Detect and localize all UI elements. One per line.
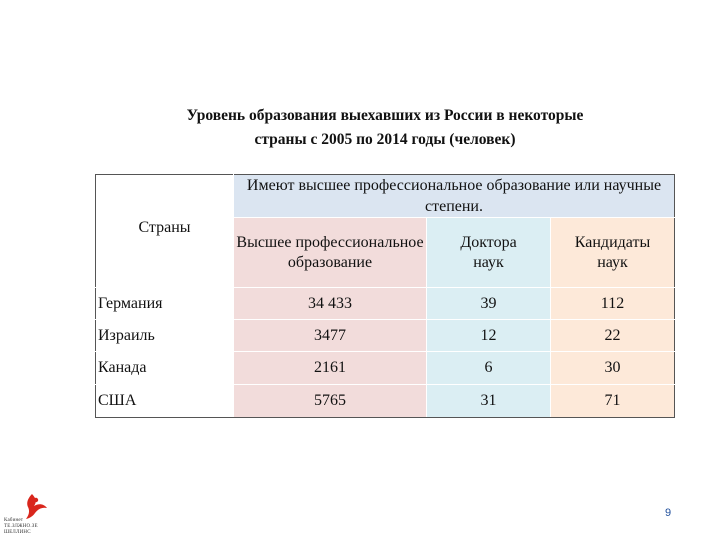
country-cell: Канада bbox=[96, 352, 234, 385]
col-header-candidates: Кандидаты наук bbox=[551, 218, 675, 288]
logo-text: Кабинет ТЕ.ЗЛЖНО.ЗЕ ШЕЛЛИНС bbox=[4, 518, 38, 535]
higher-ed-cell: 2161 bbox=[234, 352, 427, 385]
doctors-cell: 12 bbox=[427, 320, 551, 352]
higher-ed-cell: 3477 bbox=[234, 320, 427, 352]
higher-ed-cell: 34 433 bbox=[234, 288, 427, 320]
candidates-cell: 22 bbox=[551, 320, 675, 352]
col-header-doctors: Доктора наук bbox=[427, 218, 551, 288]
slide-title bbox=[120, 104, 650, 152]
candidates-cell: 30 bbox=[551, 352, 675, 385]
organization-logo bbox=[4, 492, 54, 538]
table-row bbox=[96, 352, 675, 385]
bird-logo-icon bbox=[22, 492, 48, 520]
doctors-cell: 6 bbox=[427, 352, 551, 385]
country-cell: Германия bbox=[96, 288, 234, 320]
candidates-cell: 71 bbox=[551, 385, 675, 418]
country-cell: Израиль bbox=[96, 320, 234, 352]
col-header-higher-education: Высшее профессиональное образование bbox=[234, 218, 427, 288]
slide-title-line-1: Уровень образования выехавших из России в некоторые bbox=[186, 107, 584, 124]
table-row bbox=[96, 288, 675, 320]
group-header: Имеют высшее профессиональное образование или научные степени. bbox=[234, 175, 675, 218]
page-number: 9 bbox=[665, 507, 672, 519]
candidates-cell: 112 bbox=[551, 288, 675, 320]
higher-ed-cell: 5765 bbox=[234, 385, 427, 418]
table-row bbox=[96, 385, 675, 418]
doctors-cell: 39 bbox=[427, 288, 551, 320]
table-row bbox=[96, 320, 675, 352]
slide-title-line-2: страны с 2005 по 2014 годы (человек) bbox=[254, 131, 516, 148]
country-cell: США bbox=[96, 385, 234, 418]
doctors-cell: 31 bbox=[427, 385, 551, 418]
countries-header: Страны bbox=[96, 175, 234, 288]
emigration-education-table bbox=[95, 174, 675, 418]
